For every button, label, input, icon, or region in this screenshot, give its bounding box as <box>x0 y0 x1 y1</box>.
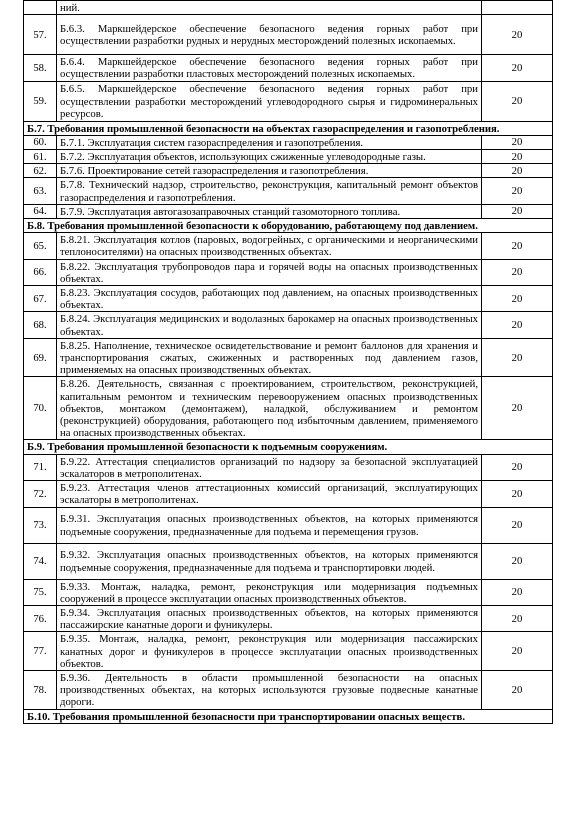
row-number: 71. <box>24 454 57 480</box>
table-row <box>24 507 553 543</box>
table-row <box>24 338 553 377</box>
table-row <box>24 164 553 178</box>
row-value: 20 <box>482 55 553 81</box>
row-number: 68. <box>24 312 57 338</box>
section-row <box>24 121 553 135</box>
table-row <box>24 55 553 81</box>
row-number: 78. <box>24 670 57 709</box>
row-description: Б.9.35. Монтаж, наладка, ремонт, реконструкция или модернизация пассажирских канатных дорог и фуникулеров в процессе эксплуатации опасных производственных объектов. <box>57 632 482 671</box>
section-heading-b9: Б.9. Требования промышленной безопасности к подъемным сооружениям. <box>24 440 553 454</box>
row-number: 59. <box>24 81 57 121</box>
row-description: Б.8.24. Эксплуатация медицинских и водолазных барокамер на опасных производственных объектах. <box>57 312 482 338</box>
row-value: 20 <box>482 507 553 543</box>
row-value: 20 <box>482 135 553 149</box>
table-row <box>24 377 553 440</box>
row-number: 67. <box>24 286 57 312</box>
table-row <box>24 178 553 204</box>
row-description: Б.9.34. Эксплуатация опасных производственных объектов, на которых применяются пассажирские канатные дороги и фуникулеры. <box>57 605 482 631</box>
row-number: 62. <box>24 164 57 178</box>
row-value: 20 <box>482 670 553 709</box>
row-description: Б.7.1. Эксплуатация систем газораспределения и газопотребления. <box>57 135 482 149</box>
section-row <box>24 219 553 233</box>
row-value: 20 <box>482 233 553 259</box>
certification-table <box>23 0 553 724</box>
row-description: Б.8.21. Эксплуатация котлов (паровых, водогрейных, с органическими и неорганическими теплоносителями) на опасных производственных объектах. <box>57 233 482 259</box>
table-row <box>24 579 553 605</box>
row-number: 64. <box>24 204 57 218</box>
table-row <box>24 204 553 218</box>
document-page <box>23 0 552 724</box>
section-row <box>24 440 553 454</box>
row-number: 77. <box>24 632 57 671</box>
row-description: Б.9.33. Монтаж, наладка, ремонт, реконструкция или модернизация подъемных сооружений в процессе эксплуатации опасных производственных объектов. <box>57 579 482 605</box>
row-description: Б.9.23. Аттестация членов аттестационных комиссий организаций, эксплуатирующих эскалаторы в метрополитенах. <box>57 481 482 507</box>
table-row <box>24 1 553 15</box>
row-value: 20 <box>482 81 553 121</box>
row-value: 20 <box>482 312 553 338</box>
table-row <box>24 233 553 259</box>
table-row <box>24 632 553 671</box>
row-value: 20 <box>482 164 553 178</box>
row-value: 20 <box>482 543 553 579</box>
table-row <box>24 454 553 480</box>
row-description: Б.8.25. Наполнение, техническое освидетельствование и ремонт баллонов для хранения и транспортирования сжатых, сжиженных и растворенных под давлением газов, применяемых на опасных производственных объектах. <box>57 338 482 377</box>
table-row <box>24 670 553 709</box>
section-heading-b7: Б.7. Требования промышленной безопасности на объектах газораспределения и газопотребления. <box>24 121 553 135</box>
row-value: 20 <box>482 150 553 164</box>
row-description: Б.7.8. Технический надзор, строительство, реконструкция, капитальный ремонт объектов газораспределения и газопотребления. <box>57 178 482 204</box>
row-number: 57. <box>24 15 57 55</box>
row-description: Б.6.5. Маркшейдерское обеспечение безопасного ведения горных работ при осуществлении разработки месторождений углеводородного сырья и гидроминеральных ресурсов. <box>57 81 482 121</box>
table-row <box>24 15 553 55</box>
row-description: Б.6.3. Маркшейдерское обеспечение безопасного ведения горных работ при осуществлении разработки рудных и нерудных месторождений полезных ископаемых. <box>57 15 482 55</box>
row-number: 58. <box>24 55 57 81</box>
table-row <box>24 481 553 507</box>
row-value: 20 <box>482 286 553 312</box>
row-value: 20 <box>482 259 553 285</box>
row-number: 69. <box>24 338 57 377</box>
row-value: 20 <box>482 15 553 55</box>
row-description: Б.8.22. Эксплуатация трубопроводов пара и горячей воды на опасных производственных объектах. <box>57 259 482 285</box>
row-description: Б.9.32. Эксплуатация опасных производственных объектов, на которых применяются подъемные сооружения, предназначенные для подъема и транспортировки людей. <box>57 543 482 579</box>
row-number: 72. <box>24 481 57 507</box>
continuation-text: ний. <box>57 1 482 15</box>
table-row <box>24 150 553 164</box>
row-value: 20 <box>482 579 553 605</box>
row-description: Б.7.6. Проектирование сетей газораспределения и газопотребления. <box>57 164 482 178</box>
row-value: 20 <box>482 481 553 507</box>
row-value: 20 <box>482 204 553 218</box>
row-description: Б.9.22. Аттестация специалистов организаций по надзору за безопасной эксплуатацией эскалаторов в метрополитенах. <box>57 454 482 480</box>
table-row <box>24 135 553 149</box>
row-value <box>482 1 553 15</box>
section-heading-b10: Б.10. Требования промышленной безопасности при транспортировании опасных веществ. <box>24 709 553 723</box>
table-row <box>24 312 553 338</box>
row-number: 60. <box>24 135 57 149</box>
row-number <box>24 1 57 15</box>
row-number: 61. <box>24 150 57 164</box>
row-value: 20 <box>482 338 553 377</box>
row-value: 20 <box>482 605 553 631</box>
row-value: 20 <box>482 178 553 204</box>
table-row <box>24 259 553 285</box>
table-body <box>24 1 553 724</box>
table-row <box>24 605 553 631</box>
row-number: 74. <box>24 543 57 579</box>
table-row <box>24 543 553 579</box>
section-heading-b8: Б.8. Требования промышленной безопасности к оборудованию, работающему под давлением. <box>24 219 553 233</box>
row-description: Б.9.36. Деятельность в области промышленной безопасности на опасных производственных объектах, на которых используются грузовые подвесные канатные дороги. <box>57 670 482 709</box>
table-row <box>24 286 553 312</box>
row-description: Б.9.31. Эксплуатация опасных производственных объектов, на которых применяются подъемные сооружения, предназначенные для подъема и перемещения грузов. <box>57 507 482 543</box>
row-number: 73. <box>24 507 57 543</box>
row-description: Б.7.9. Эксплуатация автогазозаправочных станций газомоторного топлива. <box>57 204 482 218</box>
row-number: 70. <box>24 377 57 440</box>
section-row <box>24 709 553 723</box>
row-description: Б.8.23. Эксплуатация сосудов, работающих под давлением, на опасных производственных объектах. <box>57 286 482 312</box>
row-number: 66. <box>24 259 57 285</box>
row-description: Б.7.2. Эксплуатация объектов, использующих сжиженные углеводородные газы. <box>57 150 482 164</box>
row-number: 63. <box>24 178 57 204</box>
table-row <box>24 81 553 121</box>
row-number: 65. <box>24 233 57 259</box>
row-description: Б.6.4. Маркшейдерское обеспечение безопасного ведения горных работ при осуществлении разработки пластовых месторождений полезных ископаемых. <box>57 55 482 81</box>
row-value: 20 <box>482 377 553 440</box>
row-description: Б.8.26. Деятельность, связанная с проектированием, строительством, реконструкцией, капитальным ремонтом и техническим перевооружением опасных производственных объектов, монтажом (демонтажем), наладкой, обслуживанием и ремонтом (реконструкцией) оборудования, работающего под избыточным давлением, применяемого на опасных производственных объектах. <box>57 377 482 440</box>
row-number: 75. <box>24 579 57 605</box>
row-number: 76. <box>24 605 57 631</box>
row-value: 20 <box>482 454 553 480</box>
row-value: 20 <box>482 632 553 671</box>
